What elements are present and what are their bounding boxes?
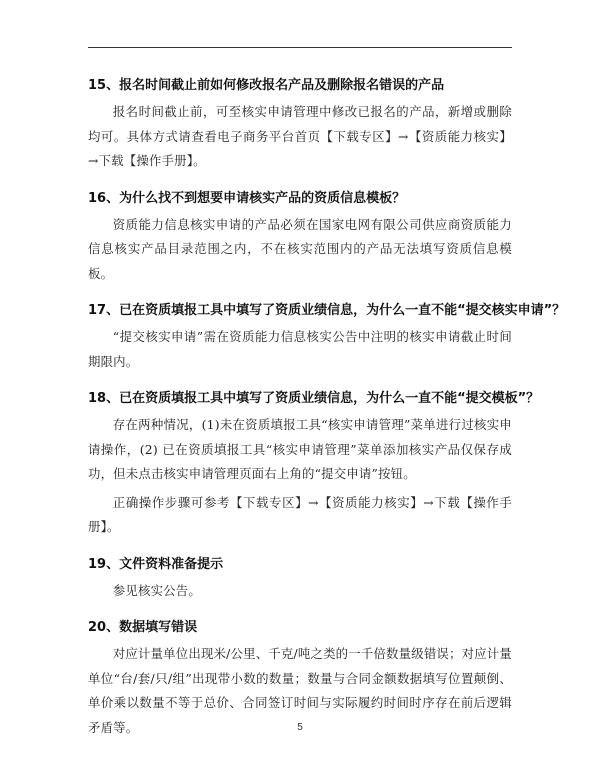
faq-section-16 — [88, 189, 512, 287]
section-heading: 20、数据填写错误 — [88, 620, 198, 635]
section-heading: 17、已在资质填报工具中填写了资质业绩信息，为什么一直不能“提交核实申请”？ — [88, 303, 566, 318]
section-heading: 18、已在资质填报工具中填写了资质业绩信息，为什么一直不能“提交模板”？ — [88, 391, 540, 406]
section-paragraph: “提交核实申请”需在资质能力信息核实公告中注明的核实申请截止时间期限内。 — [88, 329, 512, 369]
section-paragraph: 资质能力信息核实申请的产品必须在国家电网有限公司供应商资质能力信息核实产品目录范围之内，不在核实范围内的产品无法填写资质信息模板。 — [88, 216, 512, 281]
section-paragraph: 存在两种情况，(1)未在资质填报工具“核实申请管理”菜单进行过核实申请操作，(2) 已在资质填报工具“核实申请管理”菜单添加核实产品仅保存成功，但未点击核实申请管理页面右上角的“提交申请”按钮。 — [88, 417, 512, 481]
faq-section-18 — [88, 389, 540, 540]
faq-section-15 — [88, 76, 512, 174]
section-heading: 15、报名时间截止前如何修改报名产品及删除报名错误的产品 — [88, 78, 445, 93]
section-heading: 16、为什么找不到想要申请核实产品的资质信息模板？ — [88, 190, 406, 206]
faq-section-17 — [88, 301, 566, 374]
header-rule — [88, 47, 512, 48]
page-number: 5 — [297, 722, 303, 733]
section-heading: 19、文件资料准备提示 — [88, 556, 224, 572]
faq-section-19 — [88, 555, 512, 604]
section-paragraph: 对应计量单位出现米/公里、千克/吨之类的一千倍数量级错误；对应计量单位“台/套/只/组”出现带小数的数量；数量与合同金额数据填写位置颠倒、单价乘以数量不等于总价、合同签订时间与实际履约时间时序存在前后逻辑矛盾等。 — [88, 646, 512, 735]
section-paragraph: 正确操作步骤可参考【下载专区】→【资质能力核实】→下载【操作手册】。 — [88, 494, 512, 534]
section-paragraph: 报名时间截止前，可至核实申请管理中修改已报名的产品，新增或删除均可。具体方式请查看电子商务平台首页【下载专区】→【资质能力核实】→下载【操作手册】。 — [88, 104, 512, 168]
section-paragraph: 参见核实公告。 — [112, 582, 201, 598]
faq-content — [88, 76, 566, 740]
